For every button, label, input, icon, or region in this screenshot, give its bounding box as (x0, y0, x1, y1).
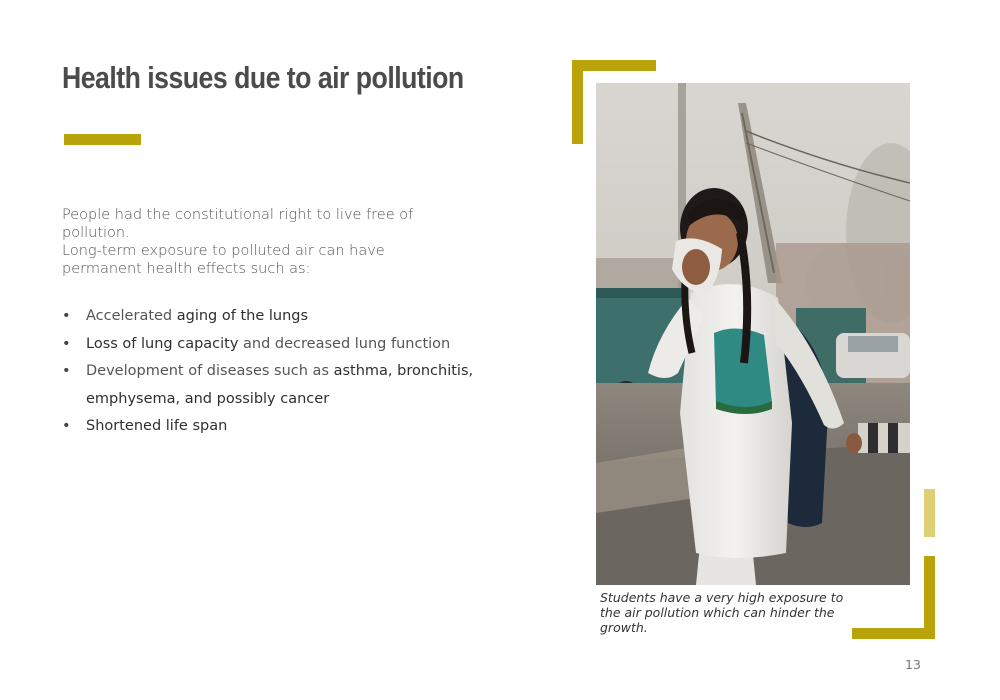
list-item (62, 358, 482, 413)
photo-frame-accent-bar (924, 489, 935, 537)
list-item (62, 331, 482, 359)
intro-text (62, 206, 462, 278)
slide-title: Health issues due to air pollution (62, 60, 464, 95)
intro-paragraph-1: People had the constitutional right to live free of pollution. (62, 207, 414, 241)
health-effects-list (62, 303, 482, 441)
photo-caption: Students have a very high exposure to the air pollution which can hinder the growth. (600, 590, 844, 635)
list-item-emphasis: asthma, bronchitis, emphysema, and possibly cancer (86, 363, 474, 407)
photo-frame-top-left-horizontal (572, 60, 656, 71)
list-item-emphasis: Loss of lung capacity (86, 335, 239, 352)
intro-paragraph-2: Long-term exposure to polluted air can have permanent health effects such as: (62, 243, 385, 277)
list-item-emphasis: Shortened life span (86, 418, 228, 434)
student-smog-photo (596, 83, 910, 585)
bullet-icon: • (62, 308, 71, 324)
list-item-emphasis: aging of the lungs (176, 308, 309, 324)
list-item (62, 303, 482, 331)
bullet-icon: • (62, 335, 71, 352)
bullet-icon: • (62, 363, 71, 379)
bullet-icon: • (62, 418, 71, 434)
list-item-text: and decreased lung function (238, 335, 451, 352)
page-number: 13 (905, 657, 921, 672)
list-item-text: Accelerated (86, 308, 177, 324)
photo-frame-bottom-right-vertical (924, 556, 935, 639)
photo-frame-bottom-right-horizontal (852, 628, 935, 639)
list-item (62, 413, 482, 441)
photo-frame-top-left-vertical (572, 60, 583, 144)
title-underline-bar (64, 134, 141, 145)
list-item-text: Development of diseases such as (86, 363, 334, 379)
